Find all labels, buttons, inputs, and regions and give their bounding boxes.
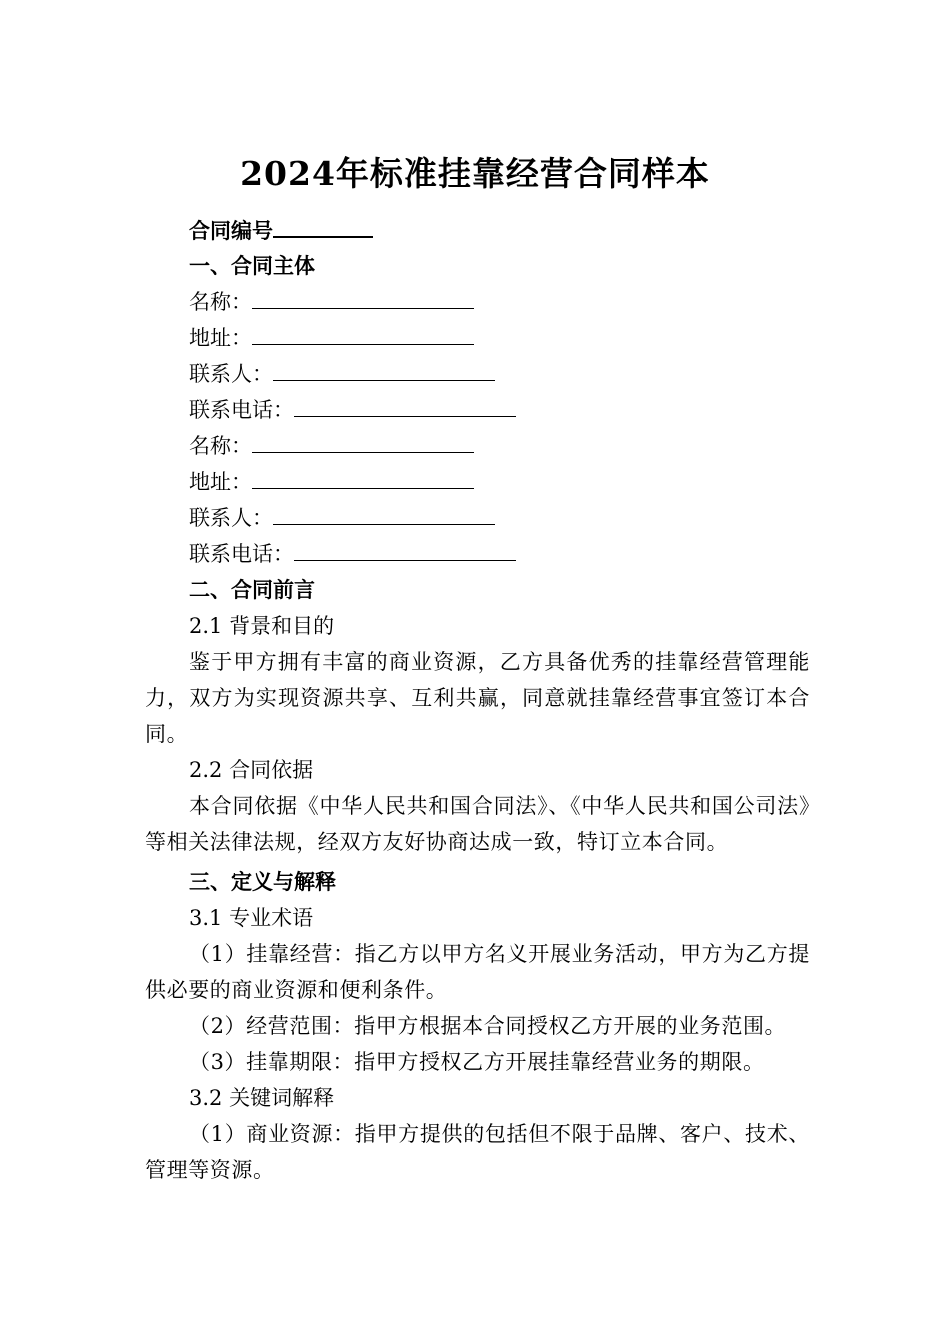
subsection-3-1-title: 3.1 专业术语 xyxy=(189,906,314,930)
contract-number-blank[interactable] xyxy=(273,212,373,238)
party-a-name-line xyxy=(189,284,474,320)
party-b-name-line xyxy=(189,428,474,464)
party-b-contact-line xyxy=(189,500,495,536)
party-b-phone-blank[interactable] xyxy=(294,538,516,561)
party-a-address-blank[interactable] xyxy=(252,322,474,345)
subsection-3-2-title: 3.2 关键词解释 xyxy=(189,1086,335,1110)
section-1-heading: 一、合同主体 xyxy=(189,253,315,278)
party-a-address-label: 地址： xyxy=(189,326,252,350)
party-a-address-line xyxy=(189,320,474,356)
party-a-name-label: 名称： xyxy=(189,290,252,314)
subsection-2-1-text: 鉴于甲方拥有丰富的商业资源，乙方具备优秀的挂靠经营管理能力，双方为实现资源共享、互利共赢，同意就挂靠经营事宜签订本合同。 xyxy=(145,650,810,746)
party-a-contact-label: 联系人： xyxy=(189,362,273,386)
party-b-name-label: 名称： xyxy=(189,434,252,458)
party-b-name-blank[interactable] xyxy=(252,430,474,453)
party-b-contact-blank[interactable] xyxy=(273,502,495,525)
subsection-2-2-title: 2.2 合同依据 xyxy=(189,758,314,782)
term-1-text: （1）挂靠经营：指乙方以甲方名义开展业务活动，甲方为乙方提供必要的商业资源和便利条件。 xyxy=(145,942,810,1002)
contract-number-label: 合同编号 xyxy=(189,218,273,243)
party-b-address-line xyxy=(189,464,474,500)
party-b-phone-line xyxy=(189,536,516,572)
party-b-contact-label: 联系人： xyxy=(189,506,273,530)
term-2-text: （2）经营范围：指甲方根据本合同授权乙方开展的业务范围。 xyxy=(189,1014,787,1038)
subsection-2-2-text: 本合同依据《中华人民共和国合同法》、《中华人民共和国公司法》等相关法律法规，经双方友好协商达成一致，特订立本合同。 xyxy=(145,794,810,854)
party-a-phone-blank[interactable] xyxy=(294,394,516,417)
party-a-contact-blank[interactable] xyxy=(273,358,495,381)
party-b-address-blank[interactable] xyxy=(252,466,474,489)
subsection-2-1-title: 2.1 背景和目的 xyxy=(189,614,335,638)
party-a-contact-line xyxy=(189,356,495,392)
term-3-text: （3）挂靠期限：指甲方授权乙方开展挂靠经营业务的期限。 xyxy=(189,1050,765,1074)
party-a-name-blank[interactable] xyxy=(252,286,474,309)
section-2-heading: 二、合同前言 xyxy=(189,577,315,602)
party-a-phone-label: 联系电话： xyxy=(189,398,294,422)
document-title: 2024年标准挂靠经营合同样本 xyxy=(240,154,710,193)
party-b-phone-label: 联系电话： xyxy=(189,542,294,566)
section-3-heading: 三、定义与解释 xyxy=(189,869,336,894)
contract-number-line xyxy=(189,212,373,248)
key-term-1-text: （1）商业资源：指甲方提供的包括但不限于品牌、客户、技术、管理等资源。 xyxy=(145,1122,810,1182)
party-a-phone-line xyxy=(189,392,516,428)
party-b-address-label: 地址： xyxy=(189,470,252,494)
